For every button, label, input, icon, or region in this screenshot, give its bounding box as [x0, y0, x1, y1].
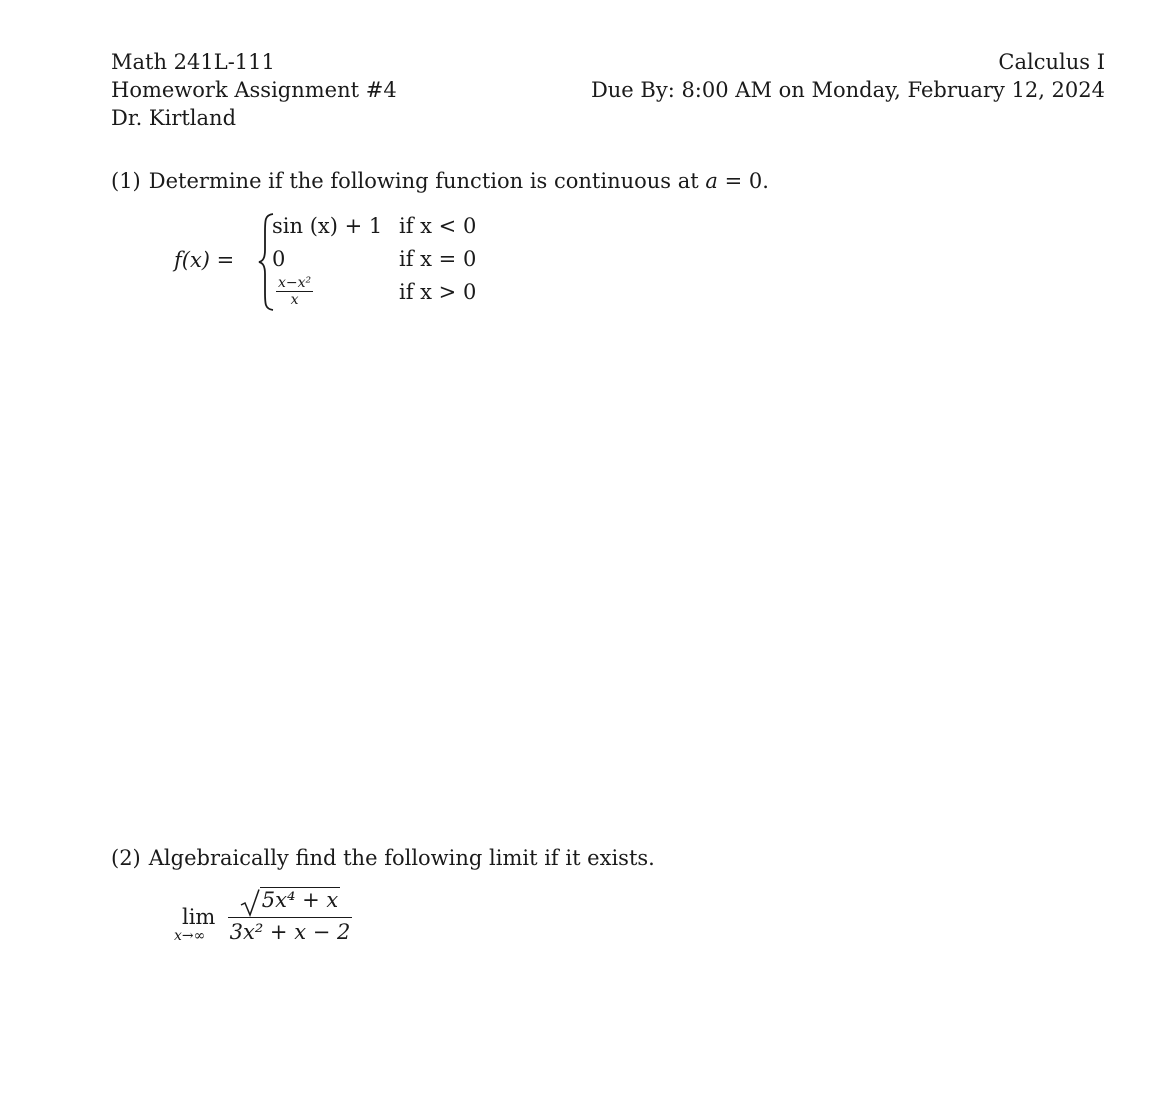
case-2-expression: 0 [272, 247, 286, 271]
limit-expression [172, 887, 392, 957]
case-3-fraction [276, 276, 313, 307]
function-lhs: f(x) = [174, 248, 235, 272]
limit-numerator [228, 887, 352, 917]
problem-1-value: = 0. [717, 169, 769, 193]
problem-2-number: (2) [111, 846, 141, 870]
lim-operator: lim [182, 905, 216, 929]
sqrt-expression [240, 887, 340, 912]
sqrt-radicand: 5x⁴ + x [261, 888, 339, 912]
problem-2-statement [111, 844, 655, 872]
piecewise-function [174, 212, 514, 312]
due-date: Due By: 8:00 AM on Monday, February 12, 2024 [590, 78, 1105, 102]
case-3-expression [276, 276, 313, 307]
course-number: Math 241L-111 [111, 50, 275, 74]
problem-1-text: Determine if the following function is continuous at [148, 169, 699, 193]
problem-1-statement [111, 167, 769, 195]
lim-subscript: x→∞ [174, 928, 206, 944]
header-left [111, 48, 397, 132]
case-1-expression: sin (x) + 1 [272, 214, 383, 238]
course-title: Calculus I [998, 50, 1105, 74]
problem-1-variable: a [705, 169, 718, 193]
case-2-condition: if x = 0 [399, 247, 477, 271]
radical-icon [240, 889, 260, 917]
case-3-numerator: x−x² [278, 275, 312, 291]
limit-fraction [228, 887, 352, 944]
case-3-condition: if x > 0 [399, 280, 477, 304]
assignment-title: Homework Assignment #4 [111, 78, 397, 102]
problem-1-number: (1) [111, 169, 141, 193]
header-right [591, 48, 1105, 104]
problem-2-text: Algebraically find the following limit if it exists. [148, 846, 655, 870]
case-1-condition: if x < 0 [399, 214, 477, 238]
instructor-name: Dr. Kirtland [111, 106, 237, 130]
limit-denominator: 3x² + x − 2 [229, 920, 351, 944]
case-3-denominator: x [290, 292, 299, 308]
